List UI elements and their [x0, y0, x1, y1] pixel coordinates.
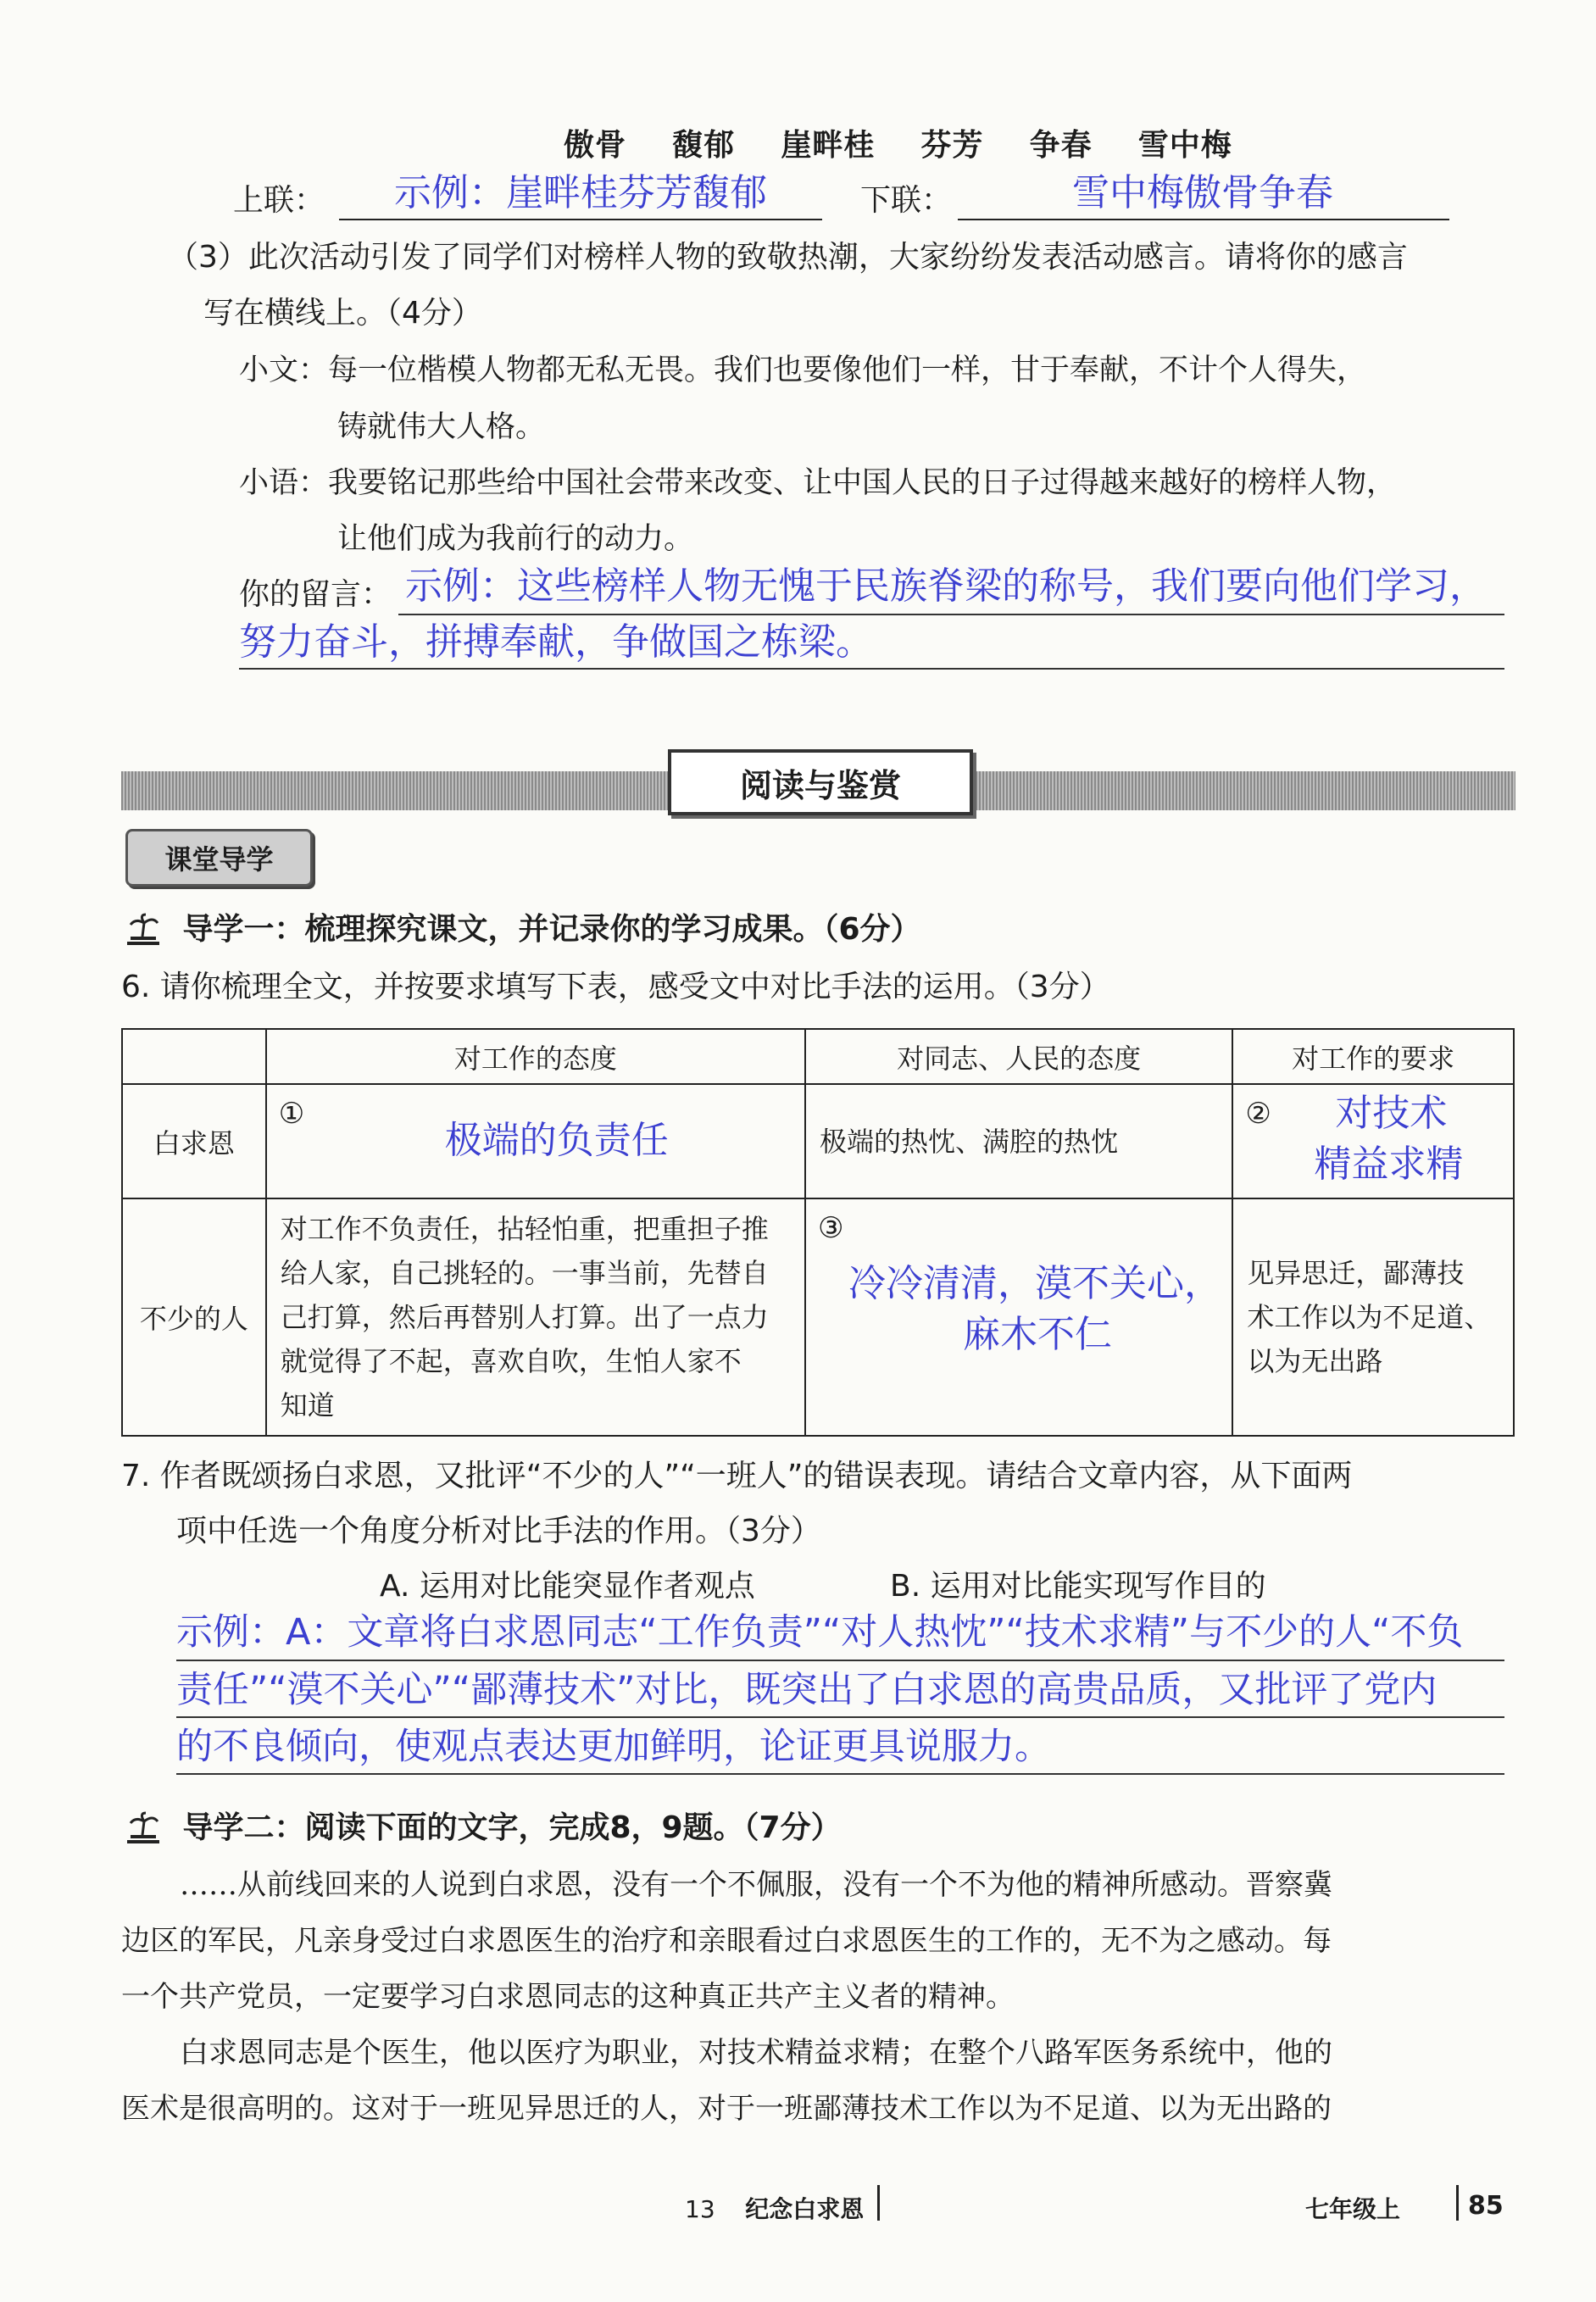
answer-rule — [176, 1660, 1504, 1661]
guide2-label: 导学二：阅读下面的文字，完成8，9题。（7分） — [182, 1810, 842, 1845]
lower-couplet-answer: 雪中梅傲骨争春 — [1072, 171, 1333, 214]
xiaoyu-line2: 让他们成为我前行的动力。 — [337, 522, 694, 556]
couplet-word: 芬芳 — [920, 128, 984, 163]
couplet-word: 崖畔桂 — [781, 128, 876, 163]
circle-mark: ① — [278, 1097, 305, 1131]
xiaoyu-line1: 小语：我要铭记那些给中国社会带来改变、让中国人民的日子过得越来越好的榜样人物， — [239, 466, 1397, 500]
row-name: 不少的人 — [122, 1198, 266, 1436]
page-number: 85 — [1468, 2191, 1504, 2221]
cell-line: 对工作不负责任，拈轻怕重，把重担子推 — [280, 1213, 769, 1245]
lower-couplet-line — [958, 219, 1449, 220]
footer-divider — [1456, 2185, 1459, 2221]
q7-option-b: B. 运用对比能实现写作目的 — [890, 1569, 1266, 1604]
your-message-answer-line2: 努力奋斗，拼搏奉献，争做国之栋梁。 — [239, 620, 873, 664]
lesson-number: 13 — [685, 2195, 715, 2223]
lower-couplet-label: 下联： — [860, 183, 953, 218]
answer-rule — [176, 1716, 1504, 1718]
answer-rule — [239, 668, 1504, 670]
handwritten-answer: 麻木不仁 — [962, 1313, 1112, 1356]
table-header-cell: 对工作的要求 — [1232, 1029, 1514, 1084]
q7-option-a: A. 运用对比能突显作者观点 — [380, 1569, 755, 1604]
answer-cell — [805, 1198, 1232, 1436]
upper-couplet-label: 上联： — [233, 183, 325, 218]
cell-line: 知道 — [280, 1389, 335, 1421]
table-header-cell: 对工作的态度 — [266, 1029, 805, 1084]
grade-label: 七年级上 — [1305, 2195, 1401, 2223]
q6-prompt: 6. 请你梳理全文，并按要求填写下表，感受文中对比手法的运用。（3分） — [121, 970, 1110, 1004]
circle-mark: ② — [1245, 1097, 1271, 1131]
lesson-title: 纪念白求恩 — [745, 2195, 865, 2223]
section-banner: 阅读与鉴赏 — [668, 749, 973, 815]
upper-couplet-answer: 示例：崖畔桂芬芳馥郁 — [394, 171, 767, 214]
q7-answer-line3: 的不良倾向，使观点表达更加鲜明，论证更具说服力。 — [176, 1726, 1051, 1768]
passage-line: 边区的军民，凡亲身受过白求恩医生的治疗和亲眼看过白求恩医生的工作的，无不为之感动。每 — [121, 1924, 1332, 1958]
cell-line: 己打算，然后再替别人打算。出了一点力 — [280, 1301, 769, 1333]
q7-answer-line1: 示例：A：文章将白求恩同志“工作负责”“对人热忱”“技术求精”与不少的人“不负 — [176, 1611, 1464, 1654]
cell-line: 见异思迁，鄙薄技 — [1247, 1257, 1465, 1289]
guide1-label: 导学一：梳理探究课文，并记录你的学习成果。（6分） — [182, 912, 921, 947]
couplet-word: 雪中梅 — [1137, 128, 1232, 163]
island-icon — [125, 1811, 161, 1847]
passage-line: 一个共产党员，一定要学习白求恩同志的这种真正共产主义者的精神。 — [121, 1980, 1015, 2014]
your-message-answer-line1: 示例：这些榜样人物无愧于民族脊梁的称号，我们要向他们学习， — [405, 564, 1487, 608]
comparison-table — [121, 1028, 1515, 1437]
circle-mark: ③ — [817, 1211, 844, 1245]
row-name: 白求恩 — [122, 1084, 266, 1198]
handwritten-answer: 冷冷清清，漠不关心， — [848, 1262, 1221, 1305]
couplet-word: 馥郁 — [672, 128, 736, 163]
cell-line: 给人家，自己挑轻的。一事当前，先替自 — [280, 1257, 769, 1289]
table-header-cell — [122, 1029, 266, 1084]
answer-rule — [176, 1773, 1504, 1775]
table-cell — [1232, 1198, 1514, 1436]
xiaowen-line1: 小文：每一位楷模人物都无私无畏。我们也要像他们一样，甘于奉献，不计个人得失， — [239, 353, 1367, 387]
q7-answer-line2: 责任”“漠不关心”“鄙薄技术”对比，既突出了白求恩的高贵品质，又批评了党内 — [176, 1669, 1438, 1711]
table-cell — [266, 1198, 805, 1436]
upper-couplet-line — [339, 219, 822, 220]
couplet-word: 争春 — [1029, 128, 1093, 163]
table-cell: 极端的热忱、满腔的热忱 — [805, 1084, 1232, 1198]
cell-line: 术工作以为不足道、 — [1247, 1301, 1492, 1333]
cell-line: 以为无出路 — [1247, 1345, 1383, 1377]
xiaowen-line2: 铸就伟大人格。 — [337, 410, 546, 444]
table-header-row — [122, 1029, 1514, 1084]
footer-divider — [877, 2185, 880, 2221]
table-row — [122, 1084, 1514, 1198]
q3-prompt-line2: 写在横线上。（4分） — [203, 296, 482, 331]
q7-prompt-line1: 7. 作者既颂扬白求恩，又批评“不少的人”“一班人”的错误表现。请结合文章内容，从下面两 — [121, 1459, 1353, 1493]
passage-line: ……从前线回来的人说到白求恩，没有一个不佩服，没有一个不为他的精神所感动。晋察冀 — [180, 1868, 1332, 1902]
table-header-cell: 对同志、人民的态度 — [805, 1029, 1232, 1084]
couplet-word: 傲骨 — [564, 128, 627, 163]
class-guide-tag: 课堂导学 — [125, 829, 313, 887]
answer-cell — [266, 1084, 805, 1198]
table-row — [122, 1198, 1514, 1436]
cell-line: 就觉得了不起，喜欢自吹，生怕人家不 — [280, 1345, 742, 1377]
answer-cell — [1232, 1084, 1514, 1198]
your-message-label: 你的留言： — [239, 577, 392, 612]
q3-prompt-line1: （3）此次活动引发了同学们对榜样人物的致敬热潮，大家纷纷发表活动感言。请将你的感言 — [168, 240, 1408, 275]
handwritten-answer: 对技术 — [1335, 1092, 1448, 1135]
answer-rule — [398, 614, 1504, 615]
handwritten-answer: 精益求精 — [1314, 1143, 1464, 1186]
handwritten-answer: 极端的负责任 — [444, 1119, 669, 1162]
passage-line: 白求恩同志是个医生，他以医疗为职业，对技术精益求精；在整个八路军医务系统中，他的 — [180, 2036, 1332, 2070]
passage-line: 医术是很高明的。这对于一班见异思迁的人，对于一班鄙薄技术工作以为不足道、以为无出路的 — [121, 2092, 1332, 2126]
q7-prompt-line2: 项中任选一个角度分析对比手法的作用。（3分） — [176, 1514, 821, 1549]
island-icon — [125, 913, 161, 948]
